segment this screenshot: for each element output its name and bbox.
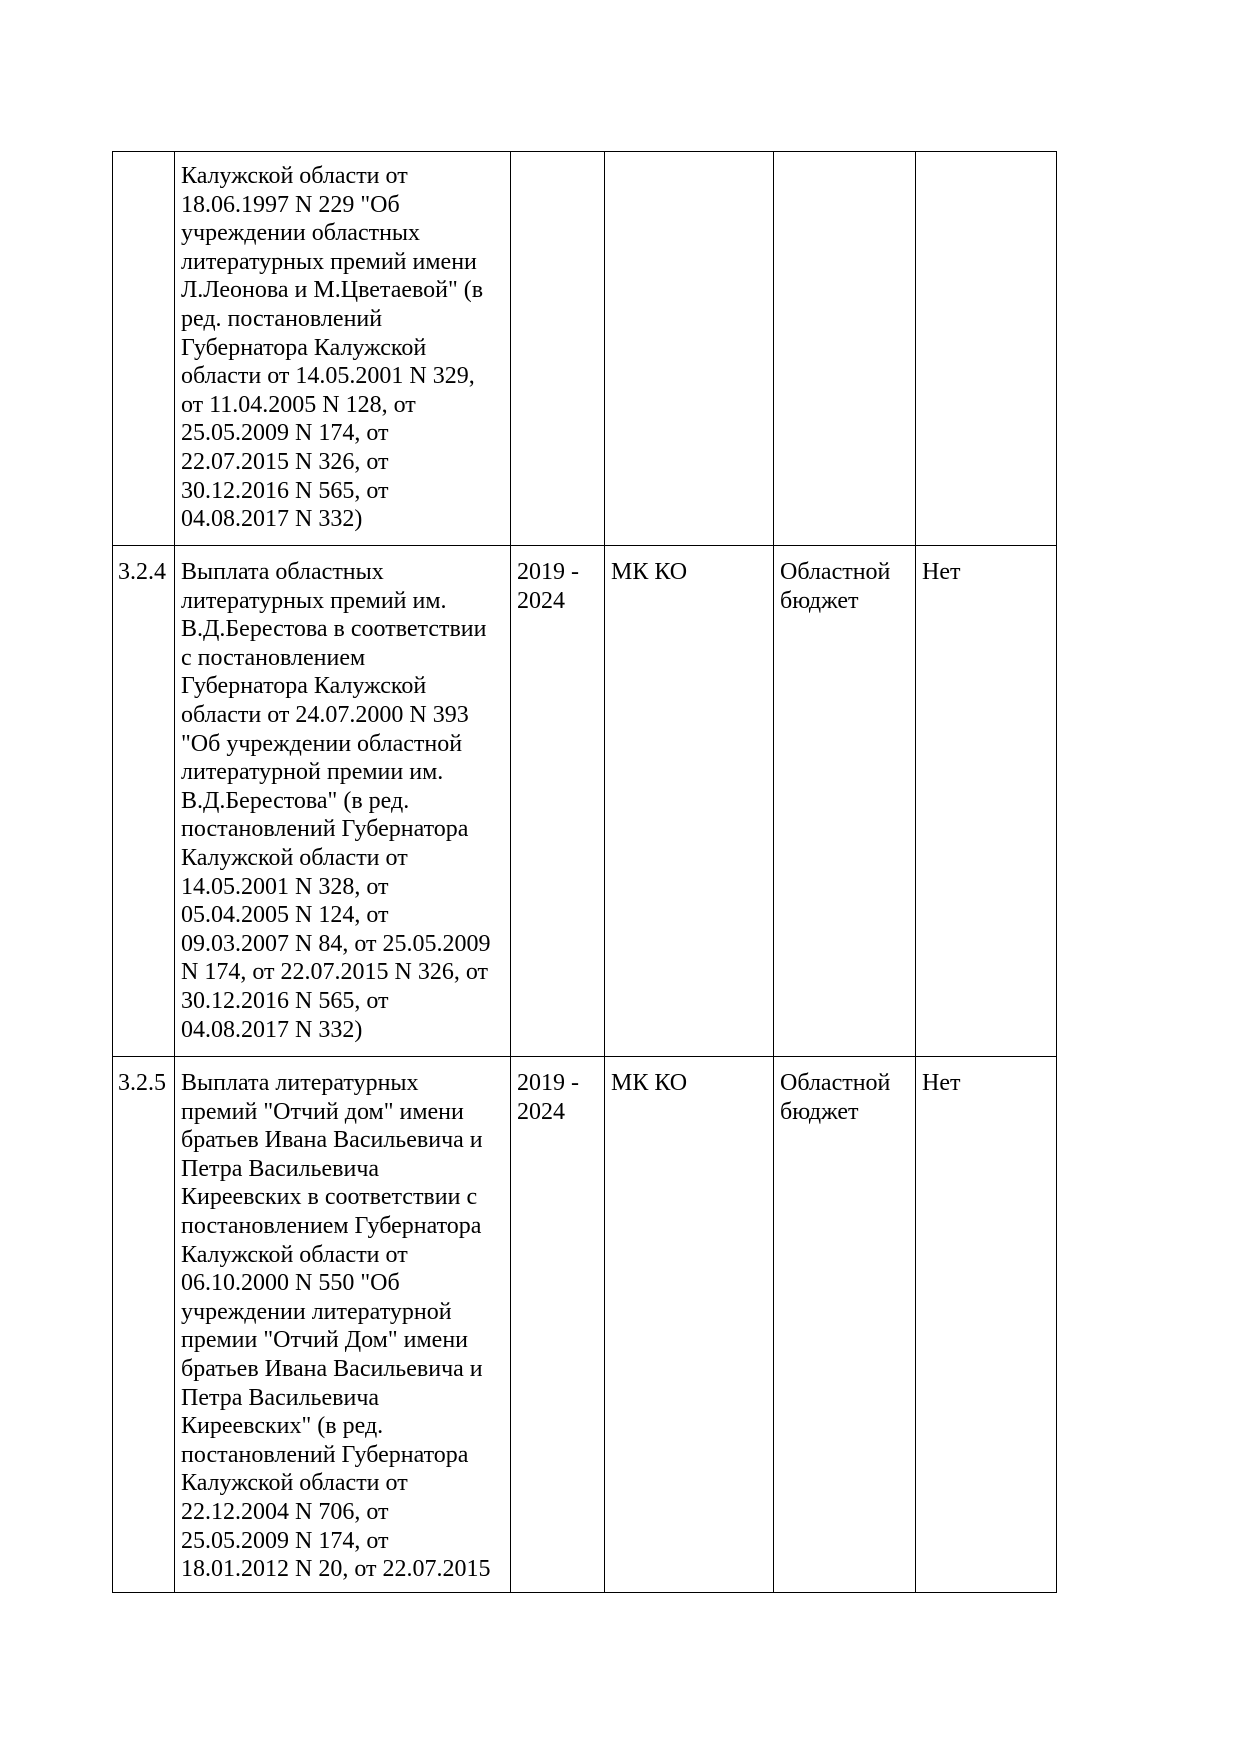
- description-line: Выплата областных: [181, 559, 384, 585]
- row-number-cell: [113, 152, 175, 546]
- description-line: 04.08.2017 N 332): [181, 1016, 363, 1043]
- description-line: Петра Васильевича: [181, 1384, 380, 1411]
- period-line: 2019 -: [517, 1070, 579, 1096]
- period-line: 2024: [517, 587, 565, 614]
- description-line: учреждении областных: [181, 220, 421, 247]
- funding-line: Областной: [780, 1070, 891, 1096]
- description-line: учреждении литературной: [181, 1298, 452, 1325]
- description-line: Петра Васильевича: [181, 1155, 380, 1182]
- funding-line: Областной: [780, 559, 891, 585]
- description-cell: [175, 152, 511, 546]
- executor-cell: МК КО: [605, 546, 774, 1057]
- description-line: 22.12.2004 N 706, от: [181, 1498, 389, 1525]
- description-line: N 174, от 22.07.2015 N 326, от: [181, 959, 489, 986]
- description-line: братьев Ивана Васильевича и: [181, 1355, 483, 1382]
- description-line: ред. постановлений: [181, 305, 383, 332]
- description-line: 25.05.2009 N 174, от: [181, 1527, 389, 1554]
- funding-cell: [774, 1057, 916, 1593]
- description-line: 09.03.2007 N 84, от 25.05.2009: [181, 930, 491, 957]
- description-line: Калужской области от: [181, 844, 408, 871]
- period-cell: [511, 546, 605, 1057]
- description-line: литературных премий имени: [181, 248, 477, 275]
- description-line: премии "Отчий Дом" имени: [181, 1327, 469, 1354]
- description-line: В.Д.Берестова" (в ред.: [181, 787, 410, 814]
- description-line: от 11.04.2005 N 128, от: [181, 391, 416, 418]
- description-cell: [175, 546, 511, 1057]
- description-line: 18.06.1997 N 229 "Об: [181, 191, 400, 218]
- description-line: постановлений Губернатора: [181, 1441, 469, 1468]
- description-line: литературной премии им.: [181, 759, 444, 786]
- description-line: премий "Отчий дом" имени: [181, 1098, 464, 1125]
- description-line: 06.10.2000 N 550 "Об: [181, 1270, 400, 1297]
- description-line: Выплата литературных: [181, 1070, 419, 1096]
- period-cell: [511, 152, 605, 546]
- funding-cell: [774, 152, 916, 546]
- description-line: В.Д.Берестова в соответствии: [181, 616, 487, 643]
- funding-line: бюджет: [780, 587, 859, 614]
- description-line: Калужской области от: [181, 1241, 408, 1268]
- description-cell: [175, 1057, 511, 1593]
- description-line: области от 24.07.2000 N 393: [181, 701, 469, 728]
- description-line: литературных премий им.: [181, 587, 447, 614]
- description-line: 18.01.2012 N 20, от 22.07.2015: [181, 1556, 491, 1583]
- funding-cell: [774, 546, 916, 1057]
- description-line: постановлением Губернатора: [181, 1212, 482, 1239]
- extra-cell: Нет: [916, 546, 1057, 1057]
- description-line: 04.08.2017 N 332): [181, 506, 363, 533]
- description-line: постановлений Губернатора: [181, 816, 469, 843]
- period-line: 2019 -: [517, 559, 579, 585]
- description-line: Калужской области от: [181, 163, 408, 189]
- description-line: 30.12.2016 N 565, от: [181, 477, 389, 504]
- description-line: Киреевских в соответствии с: [181, 1184, 478, 1211]
- period-cell: [511, 1057, 605, 1593]
- description-line: братьев Ивана Васильевича и: [181, 1127, 483, 1154]
- row-number-cell: 3.2.4: [113, 546, 175, 1057]
- description-line: 30.12.2016 N 565, от: [181, 987, 389, 1014]
- funding-line: бюджет: [780, 1098, 859, 1125]
- description-line: Губернатора Калужской: [181, 673, 427, 700]
- extra-cell: Нет: [916, 1057, 1057, 1593]
- program-table: [112, 151, 1057, 1593]
- row-number-cell: 3.2.5: [113, 1057, 175, 1593]
- period-line: 2024: [517, 1098, 565, 1125]
- executor-cell: МК КО: [605, 1057, 774, 1593]
- description-line: 22.07.2015 N 326, от: [181, 448, 389, 475]
- extra-cell: [916, 152, 1057, 546]
- description-line: области от 14.05.2001 N 329,: [181, 363, 475, 390]
- table-row: [113, 546, 1057, 1057]
- description-line: 05.04.2005 N 124, от: [181, 902, 389, 929]
- table-row: [113, 1057, 1057, 1593]
- description-line: Л.Леонова и М.Цветаевой" (в: [181, 277, 484, 304]
- description-line: 25.05.2009 N 174, от: [181, 420, 389, 447]
- description-line: Губернатора Калужской: [181, 334, 427, 361]
- description-line: Калужской области от: [181, 1470, 408, 1497]
- description-line: "Об учреждении областной: [181, 730, 463, 757]
- executor-cell: [605, 152, 774, 546]
- description-line: 14.05.2001 N 328, от: [181, 873, 389, 900]
- table-row: [113, 152, 1057, 546]
- description-line: с постановлением: [181, 644, 366, 671]
- description-line: Киреевских" (в ред.: [181, 1413, 384, 1440]
